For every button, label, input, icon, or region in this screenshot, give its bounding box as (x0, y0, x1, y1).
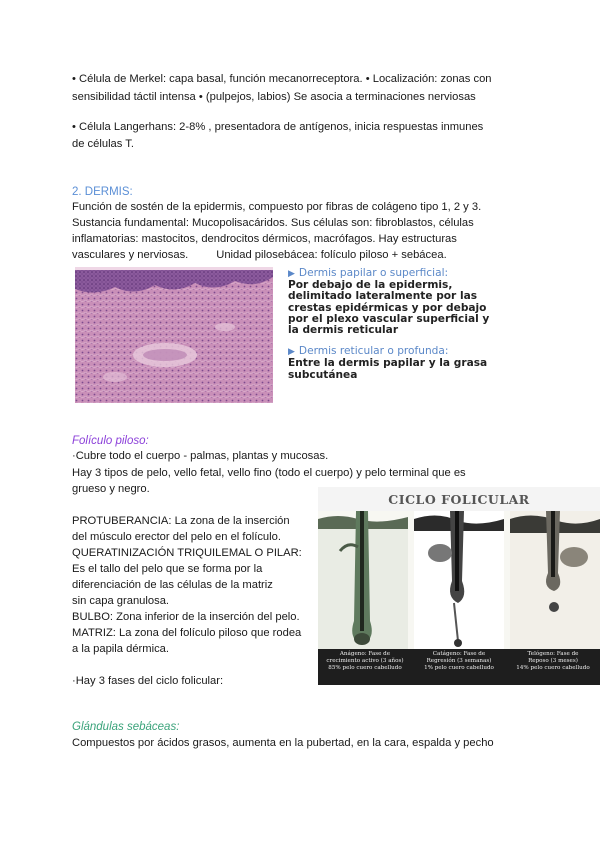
papilar-line-5: la dermis reticular (288, 324, 399, 337)
dermis-heading: 2. DERMIS: (72, 186, 133, 198)
papilar-line-2: delimitado lateralmente por las (288, 290, 478, 303)
reticular-line-2: subcutánea (288, 368, 358, 381)
queratinizacion-line-4: sin capa granulosa. (72, 595, 170, 607)
caption-anageno-3: 85% pelo cuero cabelludo (328, 665, 402, 671)
ciclo-title: CICLO FOLICULAR (318, 487, 600, 513)
glandulas-line-1: Compuestos por ácidos grasos, aumenta en la pubertad, en la cara, espalda y pecho (72, 737, 494, 749)
caption-catageno-1: Catágeno: Fase de (432, 651, 486, 657)
matriz-line-1: MATRIZ: La zona del folículo piloso que rodea (72, 627, 302, 639)
reticular-title: Dermis reticular o profunda: (298, 345, 449, 358)
queratinizacion-line-1: QUERATINIZACIÓN TRIQUILEMAL O PILAR: (72, 547, 302, 559)
fases-line: ·Hay 3 fases del ciclo folicular: (72, 675, 224, 687)
caption-catageno (414, 651, 504, 672)
caption-telogeno-3: 14% pelo cuero cabelludo (516, 665, 590, 671)
dermis-line-4: vasculares y nerviosas. Unidad pilosebácea: folículo piloso + sebácea. (72, 249, 447, 261)
queratinizacion-line-3: diferenciación de las células de la matriz (72, 579, 273, 591)
caption-telogeno (508, 651, 598, 672)
hair-cycle-illustration (318, 511, 600, 651)
protuberancia-line-1: PROTUBERANCIA: La zona de la inserción (72, 515, 290, 527)
caption-anageno (320, 651, 410, 672)
caption-anageno-1: Anágeno: Fase de (339, 651, 391, 657)
papilar-line-1: Por debajo de la epidermis, (288, 279, 453, 292)
triangle-bullet-icon: ▶ (288, 269, 295, 279)
dermis-line-3: inflamatorias: mastocitos, dendrocitos dérmicos, macrófagos. Hay estructuras (72, 233, 457, 245)
dermis-line-1: Función de sostén de la epidermis, compuesto por fibras de colágeno tipo 1, 2 y 3. (72, 201, 482, 213)
caption-catageno-2: Regresión (3 semanas) (426, 658, 492, 664)
caption-telogeno-2: Reposo (3 meses) (528, 658, 578, 664)
caption-catageno-3: 1% pelo cuero cabelludo (424, 665, 494, 671)
triangle-bullet-icon: ▶ (288, 347, 295, 358)
foliculo-line-2: Hay 3 tipos de pelo, vello fetal, vello fino (todo el cuerpo) y pelo terminal que es (72, 467, 466, 479)
protuberancia-line-2: del músculo erector del pelo en el folículo. (72, 531, 281, 543)
foliculo-line-1: ·Cubre todo el cuerpo - palmas, plantas y mucosas. (72, 450, 329, 462)
caption-anageno-2: crecimiento activo (3 años) (326, 658, 404, 664)
merkel-line-1: • Célula de Merkel: capa basal, función mecanorreceptora. • Localización: zonas con (72, 73, 492, 85)
papilar-line-3: crestas epidérmicas y por debajo (288, 301, 487, 314)
foliculo-line-3: grueso y negro. (72, 483, 150, 495)
dermis-layers-box (288, 268, 538, 381)
papilar-line-4: por el plexo vascular superficial y (288, 312, 490, 325)
merkel-line-2: sensibilidad táctil intensa • (pulpejos, labios) Se asocia a terminaciones nerviosas (72, 91, 476, 103)
langerhans-line-2: de células T. (72, 138, 134, 150)
papilar-title: Dermis papilar o superficial: (298, 267, 449, 279)
foliculo-heading: Folículo piloso: (72, 435, 149, 447)
langerhans-line-1: • Célula Langerhans: 2-8% , presentadora de antígenos, inicia respuestas inmunes (72, 121, 484, 133)
ciclo-folicular-figure (318, 487, 600, 685)
matriz-line-2: a la papila dérmica. (72, 643, 170, 655)
bulbo-line: BULBO: Zona inferior de la inserción del pelo. (72, 611, 300, 623)
queratinizacion-line-2: Es el tallo del pelo que se forma por la (72, 563, 263, 575)
dermis-line-2: Sustancia fundamental: Mucopolisacáridos. Sus células son: fibroblastos, células (72, 217, 474, 229)
dermis-histology-image (75, 267, 273, 403)
glandulas-heading: Glándulas sebáceas: (72, 721, 180, 733)
caption-telogeno-1: Telógeno: Fase de (527, 651, 579, 657)
reticular-line-1: Entre la dermis papilar y la grasa (288, 357, 488, 370)
